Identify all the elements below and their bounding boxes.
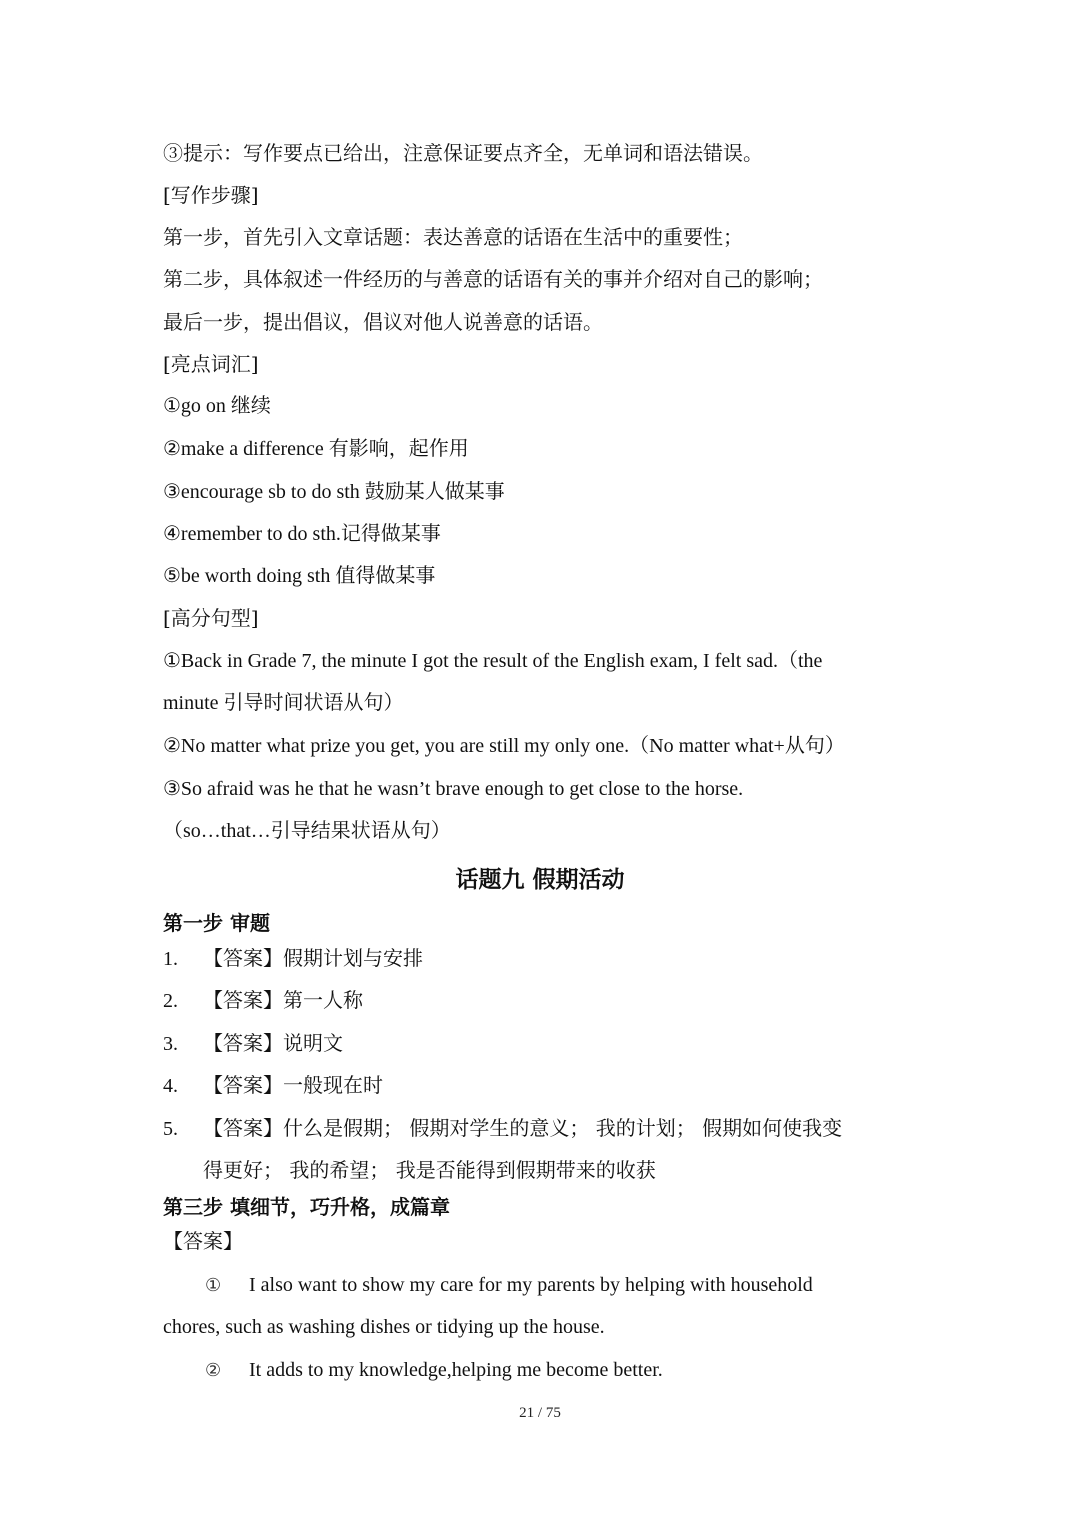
section-label-vocabulary: [亮点词汇]	[163, 352, 259, 376]
step1-heading: 第一步 审题	[163, 911, 270, 935]
hint-line: ③提示：写作要点已给出，注意保证要点齐全，无单词和语法错误。	[163, 141, 763, 165]
circled-number: ②	[205, 1360, 222, 1381]
vocab-item: ⑤be worth doing sth 值得做某事	[163, 565, 436, 587]
essay-sentence	[205, 1270, 813, 1301]
sentence-item: ③So afraid was he that he wasn’t brave enough to get close to the horse.	[163, 778, 744, 800]
essay-text: I also want to show my care for my parents by helping with household	[249, 1274, 813, 1296]
answer-item	[163, 985, 363, 1016]
answer-number: 4.	[163, 1075, 178, 1097]
step-two-line: 第二步，具体叙述一件经历的与善意的话语有关的事并介绍对自己的影响；	[163, 267, 823, 291]
answer-item	[163, 943, 423, 974]
step-one-line: 第一步，首先引入文章话题：表达善意的话语在生活中的重要性；	[163, 225, 743, 249]
vocab-item: ④remember to do sth.记得做某事	[163, 523, 441, 545]
answer-text: 【答案】什么是假期； 假期对学生的意义； 我的计划； 假期如何使我变	[203, 1116, 843, 1140]
section-label-writing-steps: [写作步骤]	[163, 183, 259, 207]
answer-item	[163, 1070, 383, 1101]
page-number: 21 / 75	[519, 1405, 561, 1421]
answer-number: 5.	[163, 1118, 178, 1140]
sentence-item-cont: minute 引导时间状语从句）	[163, 692, 404, 714]
answer-text: 【答案】第一人称	[203, 988, 363, 1012]
section-label-sentences: [高分句型]	[163, 606, 259, 630]
vocab-item: ②make a difference 有影响，起作用	[163, 438, 469, 460]
answer-item	[163, 1028, 343, 1059]
answer-item	[163, 1113, 842, 1144]
answer-label: 【答案】	[163, 1229, 243, 1253]
answer-number: 3.	[163, 1033, 178, 1055]
vocab-item: ①go on 继续	[163, 395, 271, 417]
sentence-item-cont: （so…that…引导结果状语从句）	[163, 820, 451, 842]
answer-text: 【答案】一般现在时	[203, 1073, 383, 1097]
essay-sentence	[205, 1355, 663, 1386]
answer-number: 1.	[163, 948, 178, 970]
answer-text: 【答案】假期计划与安排	[203, 946, 423, 970]
vocab-item: ③encourage sb to do sth 鼓励某人做某事	[163, 481, 505, 503]
topic-title: 话题九 假期活动	[455, 867, 625, 893]
answer-text-cont: 得更好； 我的希望； 我是否能得到假期带来的收获	[203, 1158, 656, 1182]
essay-sentence-cont: chores, such as washing dishes or tidying up the house.	[163, 1316, 605, 1338]
answer-text: 【答案】说明文	[203, 1031, 343, 1055]
final-step-line: 最后一步，提出倡议，倡议对他人说善意的话语。	[163, 310, 603, 334]
sentence-item: ①Back in Grade 7, the minute I got the result of the English exam, I felt sad.（the	[163, 650, 823, 672]
answer-number: 2.	[163, 990, 178, 1012]
sentence-item: ②No matter what prize you get, you are still my only one.（No matter what+从句）	[163, 735, 845, 757]
essay-text: It adds to my knowledge,helping me become better.	[249, 1359, 663, 1381]
step3-heading: 第三步 填细节，巧升格，成篇章	[163, 1195, 450, 1219]
circled-number: ①	[205, 1275, 222, 1296]
